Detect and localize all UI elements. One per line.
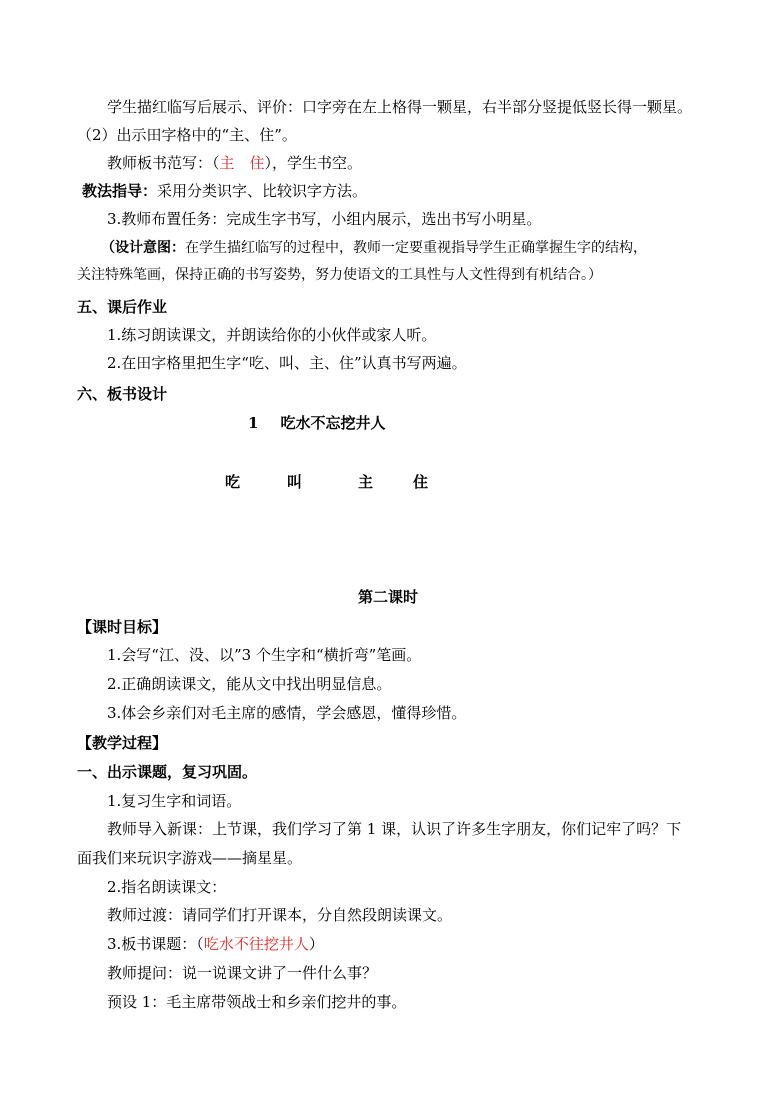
goal-1: 1.会写“江、没、以”3 个生字和“横折弯”笔画。 — [107, 646, 422, 664]
board-char-1: 吃 — [225, 473, 241, 491]
board-char-4: 住 — [413, 473, 429, 491]
teaching-method-label: 教法指导： — [82, 182, 158, 200]
step-transition: 教师过渡：请同学们打开课本，分自然段朗读课文。 — [107, 906, 453, 924]
goal-2: 2.正确朗读课文，能从文中找出明显信息。 — [107, 675, 392, 693]
homework-heading: 五、课后作业 — [77, 298, 168, 316]
paragraph-task: 3.教师布置任务：完成生字书写，小组内展示，选出书写小明星。 — [107, 210, 542, 228]
board-title-text: 吃水不忘挖井人 — [280, 414, 386, 432]
homework-item-1: 1.练习朗读课文，并朗读给你的小伙伴或家人听。 — [107, 326, 437, 344]
lesson2-heading: 第二课时 — [358, 588, 419, 606]
step-3-title: 3.板书课题：（吃水不往挖井人） — [107, 935, 324, 953]
goals-heading: 【课时目标】 — [77, 618, 168, 636]
step-intro: 教师导入新课：上节课，我们学习了第 1 课，认识了许多生字朋友，你们记牢了吗？下 — [107, 820, 682, 838]
paragraph-show-chars: （2）出示田字格中的“主、住”。 — [77, 126, 297, 144]
board-char-3: 主 — [358, 473, 374, 491]
goal-3: 3.体会乡亲们对毛主席的感情，学会感恩，懂得珍惜。 — [107, 704, 467, 722]
step-question: 教师提问：说一说课文讲了一件什么事？ — [107, 964, 378, 982]
design-intent-label: （设计意图： — [101, 240, 185, 256]
step-answer-1: 预设 1：毛主席带领战士和乡亲们挖井的事。 — [107, 993, 407, 1011]
board-heading: 六、板书设计 — [77, 385, 168, 403]
board-title — [248, 413, 385, 433]
design-intent-cont: 关注特殊笔画，保持正确的书写姿势，努力使语文的工具性与人文性得到有机结合。） — [77, 267, 602, 283]
red-title: 吃水不往挖井人 — [203, 935, 309, 953]
process-heading: 【教学过程】 — [77, 734, 168, 752]
paragraph-board-writing: 教师板书范写：（主 住），学生书空。 — [107, 154, 363, 172]
board-char-2: 叫 — [287, 473, 303, 491]
step-intro-cont: 面我们来玩识字游戏——摘星星。 — [77, 849, 303, 867]
board-title-num: 1 — [248, 414, 259, 432]
design-intent: （设计意图：在学生描红临写的过程中，教师一定要重视指导学生正确掌握生字的结构， — [101, 240, 647, 256]
paragraph-evaluation: 学生描红临写后展示、评价：口字旁在左上格得一颗星，右半部分竖提低竖长得一颗星。 — [107, 98, 693, 116]
step-1-review: 1.复习生字和词语。 — [107, 792, 242, 810]
step-2-reading: 2.指名朗读课文： — [107, 878, 227, 896]
teaching-method: 教法指导：采用分类识字、比较识字方法。 — [82, 182, 368, 200]
homework-item-2: 2.在田字格里把生字“吃、叫、主、住”认真书写两遍。 — [107, 354, 467, 372]
step1-heading: 一、出示课题，复习巩固。 — [77, 763, 258, 781]
red-chars: 主 住 — [219, 154, 265, 172]
